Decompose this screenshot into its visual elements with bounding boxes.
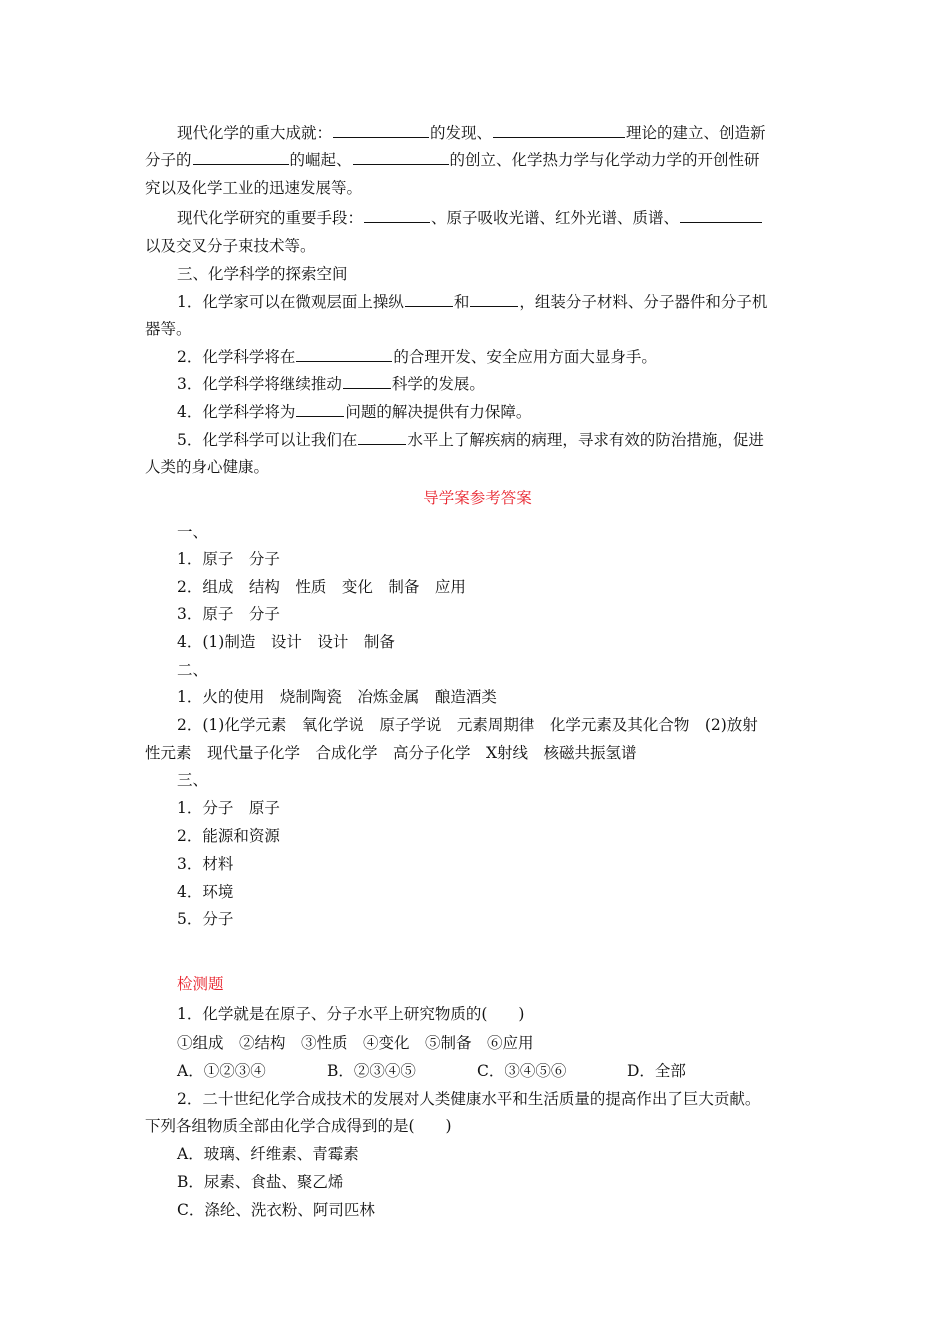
paragraph-line: 究以及化学工业的迅速发展等。 bbox=[145, 179, 363, 197]
fill-blank bbox=[680, 205, 762, 223]
fill-blank bbox=[470, 289, 518, 307]
option-b[interactable]: B．尿素、食盐、聚乙烯 bbox=[177, 1173, 344, 1191]
answer-section-label: 三、 bbox=[177, 771, 209, 789]
option-b[interactable]: B．②③④⑤ bbox=[327, 1062, 416, 1080]
question-line: 3．化学科学将继续推动 科学的发展。 bbox=[177, 370, 810, 398]
option-a[interactable]: A．玻璃、纤维素、青霉素 bbox=[177, 1145, 359, 1163]
option-c[interactable]: C．涤纶、洗衣粉、阿司匹林 bbox=[177, 1201, 375, 1219]
test-title: 检测题 bbox=[177, 975, 224, 993]
fill-blank bbox=[296, 399, 344, 417]
answer-line: 1．火的使用 烧制陶瓷 冶炼金属 酿造酒类 bbox=[177, 688, 497, 706]
question-line: 4．化学科学将为 问题的解决提供有力保障。 bbox=[177, 398, 810, 426]
question-line: 2．化学科学将在 的合理开发、安全应用方面大显身手。 bbox=[177, 343, 810, 371]
answer-line: 4．(1)制造 设计 设计 制备 bbox=[177, 633, 395, 651]
fill-blank bbox=[364, 205, 430, 223]
answer-line: 性元素 现代量子化学 合成化学 高分子化学 X射线 核磁共振氢谱 bbox=[145, 744, 637, 762]
question-line: 5．化学科学可以让我们在 水平上了解疾病的病理，寻求有效的防治措施，促进 bbox=[177, 426, 810, 454]
answer-section-label: 二、 bbox=[177, 661, 209, 679]
fill-blank bbox=[343, 371, 391, 389]
fill-blank bbox=[493, 120, 625, 138]
answer-line: 1．原子 分子 bbox=[177, 550, 280, 568]
test-question-items: ①组成 ②结构 ③性质 ④变化 ⑤制备 ⑥应用 bbox=[177, 1034, 534, 1052]
test-question: 1．化学就是在原子、分子水平上研究物质的( ) bbox=[177, 1005, 525, 1023]
test-question: 下列各组物质全部由化学合成得到的是( ) bbox=[145, 1117, 452, 1135]
answer-line: 1．分子 原子 bbox=[177, 799, 280, 817]
answer-line: 5．分子 bbox=[177, 910, 234, 928]
answer-line: 2．能源和资源 bbox=[177, 827, 280, 845]
answer-line: 2．(1)化学元素 氧化学说 原子学说 元素周期律 化学元素及其化合物 (2)放射 bbox=[177, 716, 758, 734]
answer-line: 3．材料 bbox=[177, 855, 234, 873]
answer-line: 4．环境 bbox=[177, 883, 234, 901]
answer-line: 2．组成 结构 性质 变化 制备 应用 bbox=[177, 578, 466, 596]
fill-blank bbox=[405, 289, 453, 307]
fill-blank bbox=[353, 147, 449, 165]
question-line: 1．化学家可以在微观层面上操纵 和 ，组装分子材料、分子器件和分子机 bbox=[177, 288, 810, 316]
answers-title: 导学案参考答案 bbox=[423, 489, 532, 507]
option-a[interactable]: A．①②③④ bbox=[177, 1062, 266, 1080]
test-question: 2．二十世纪化学合成技术的发展对人类健康水平和生活质量的提高作出了巨大贡献。 bbox=[177, 1090, 761, 1108]
option-d[interactable]: D．全部 bbox=[627, 1062, 686, 1080]
option-c[interactable]: C．③④⑤⑥ bbox=[477, 1062, 567, 1080]
paragraph-line: 以及交叉分子束技术等。 bbox=[145, 237, 316, 255]
paragraph-line: 现代化学研究的重要手段： 、原子吸收光谱、红外光谱、质谱、 bbox=[177, 204, 810, 232]
section-heading: 三、化学科学的探索空间 bbox=[177, 265, 348, 283]
question-line: 器等。 bbox=[145, 320, 192, 338]
answer-section-label: 一、 bbox=[177, 523, 209, 541]
fill-blank bbox=[296, 344, 392, 362]
test-options bbox=[177, 1057, 810, 1085]
answer-line: 3．原子 分子 bbox=[177, 605, 280, 623]
fill-blank bbox=[193, 147, 289, 165]
paragraph-line: 分子的 的崛起、 的创立、化学热力学与化学动力学的开创性研 bbox=[145, 146, 810, 174]
question-line: 人类的身心健康。 bbox=[145, 458, 270, 476]
paragraph-line: 现代化学的重大成就： 的发现、 理论的建立、创造新 bbox=[177, 119, 810, 147]
fill-blank bbox=[358, 427, 406, 445]
fill-blank bbox=[333, 120, 429, 138]
